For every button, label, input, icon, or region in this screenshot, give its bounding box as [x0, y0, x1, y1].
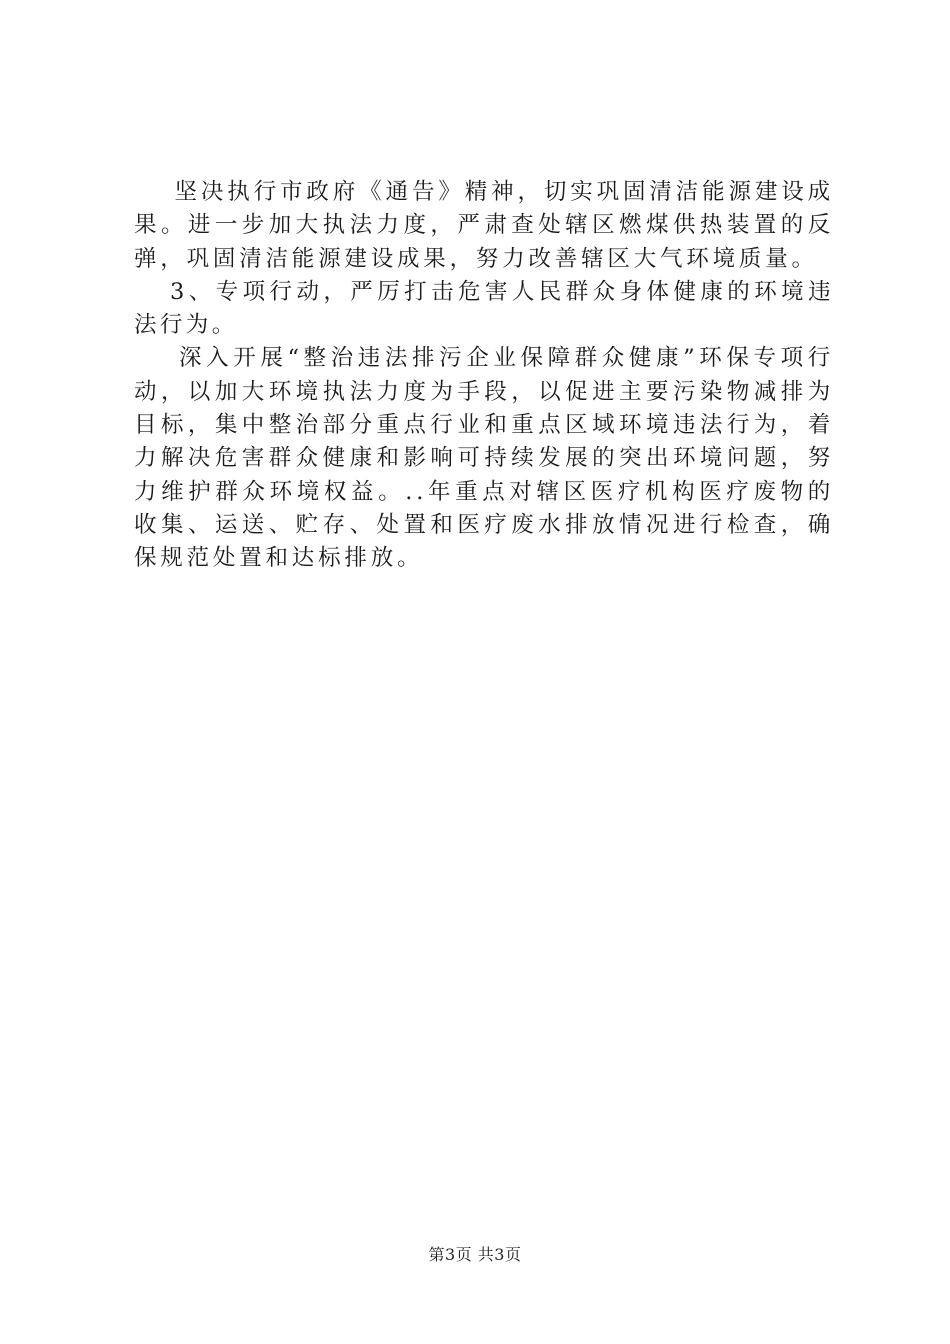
paragraph-clean-energy: 坚决执行市政府《通告》精神，切实巩固清洁能源建设成果。进一步加大执法力度，严肃查处辖区燃煤供热装置的反弹，巩固清洁能源建设成果，努力改善辖区大气环境质量。: [134, 179, 834, 272]
document-body: [134, 176, 834, 576]
paragraph-special-action: 深入开展“整治违法排污企业保障群众健康”环保专项行动，以加大环境执法力度为手段，以促进主要污染物减排为目标，集中整治部分重点行业和重点区域环境违法行为，着力解决危害群众健康和影响可持续发展的突出环境问题，努力维护群众环境权益。..年重点对辖区医疗机构医疗废物的收集、运送、贮存、处置和医疗废水排放情况进行检查，确保规范处置和达标排放。: [134, 345, 834, 572]
section-heading-special-action: 3、专项行动，严厉打击危害人民群众身体健康的环境违法行为。: [134, 278, 834, 339]
page-number-footer: 第3页 共3页: [428, 1245, 522, 1264]
